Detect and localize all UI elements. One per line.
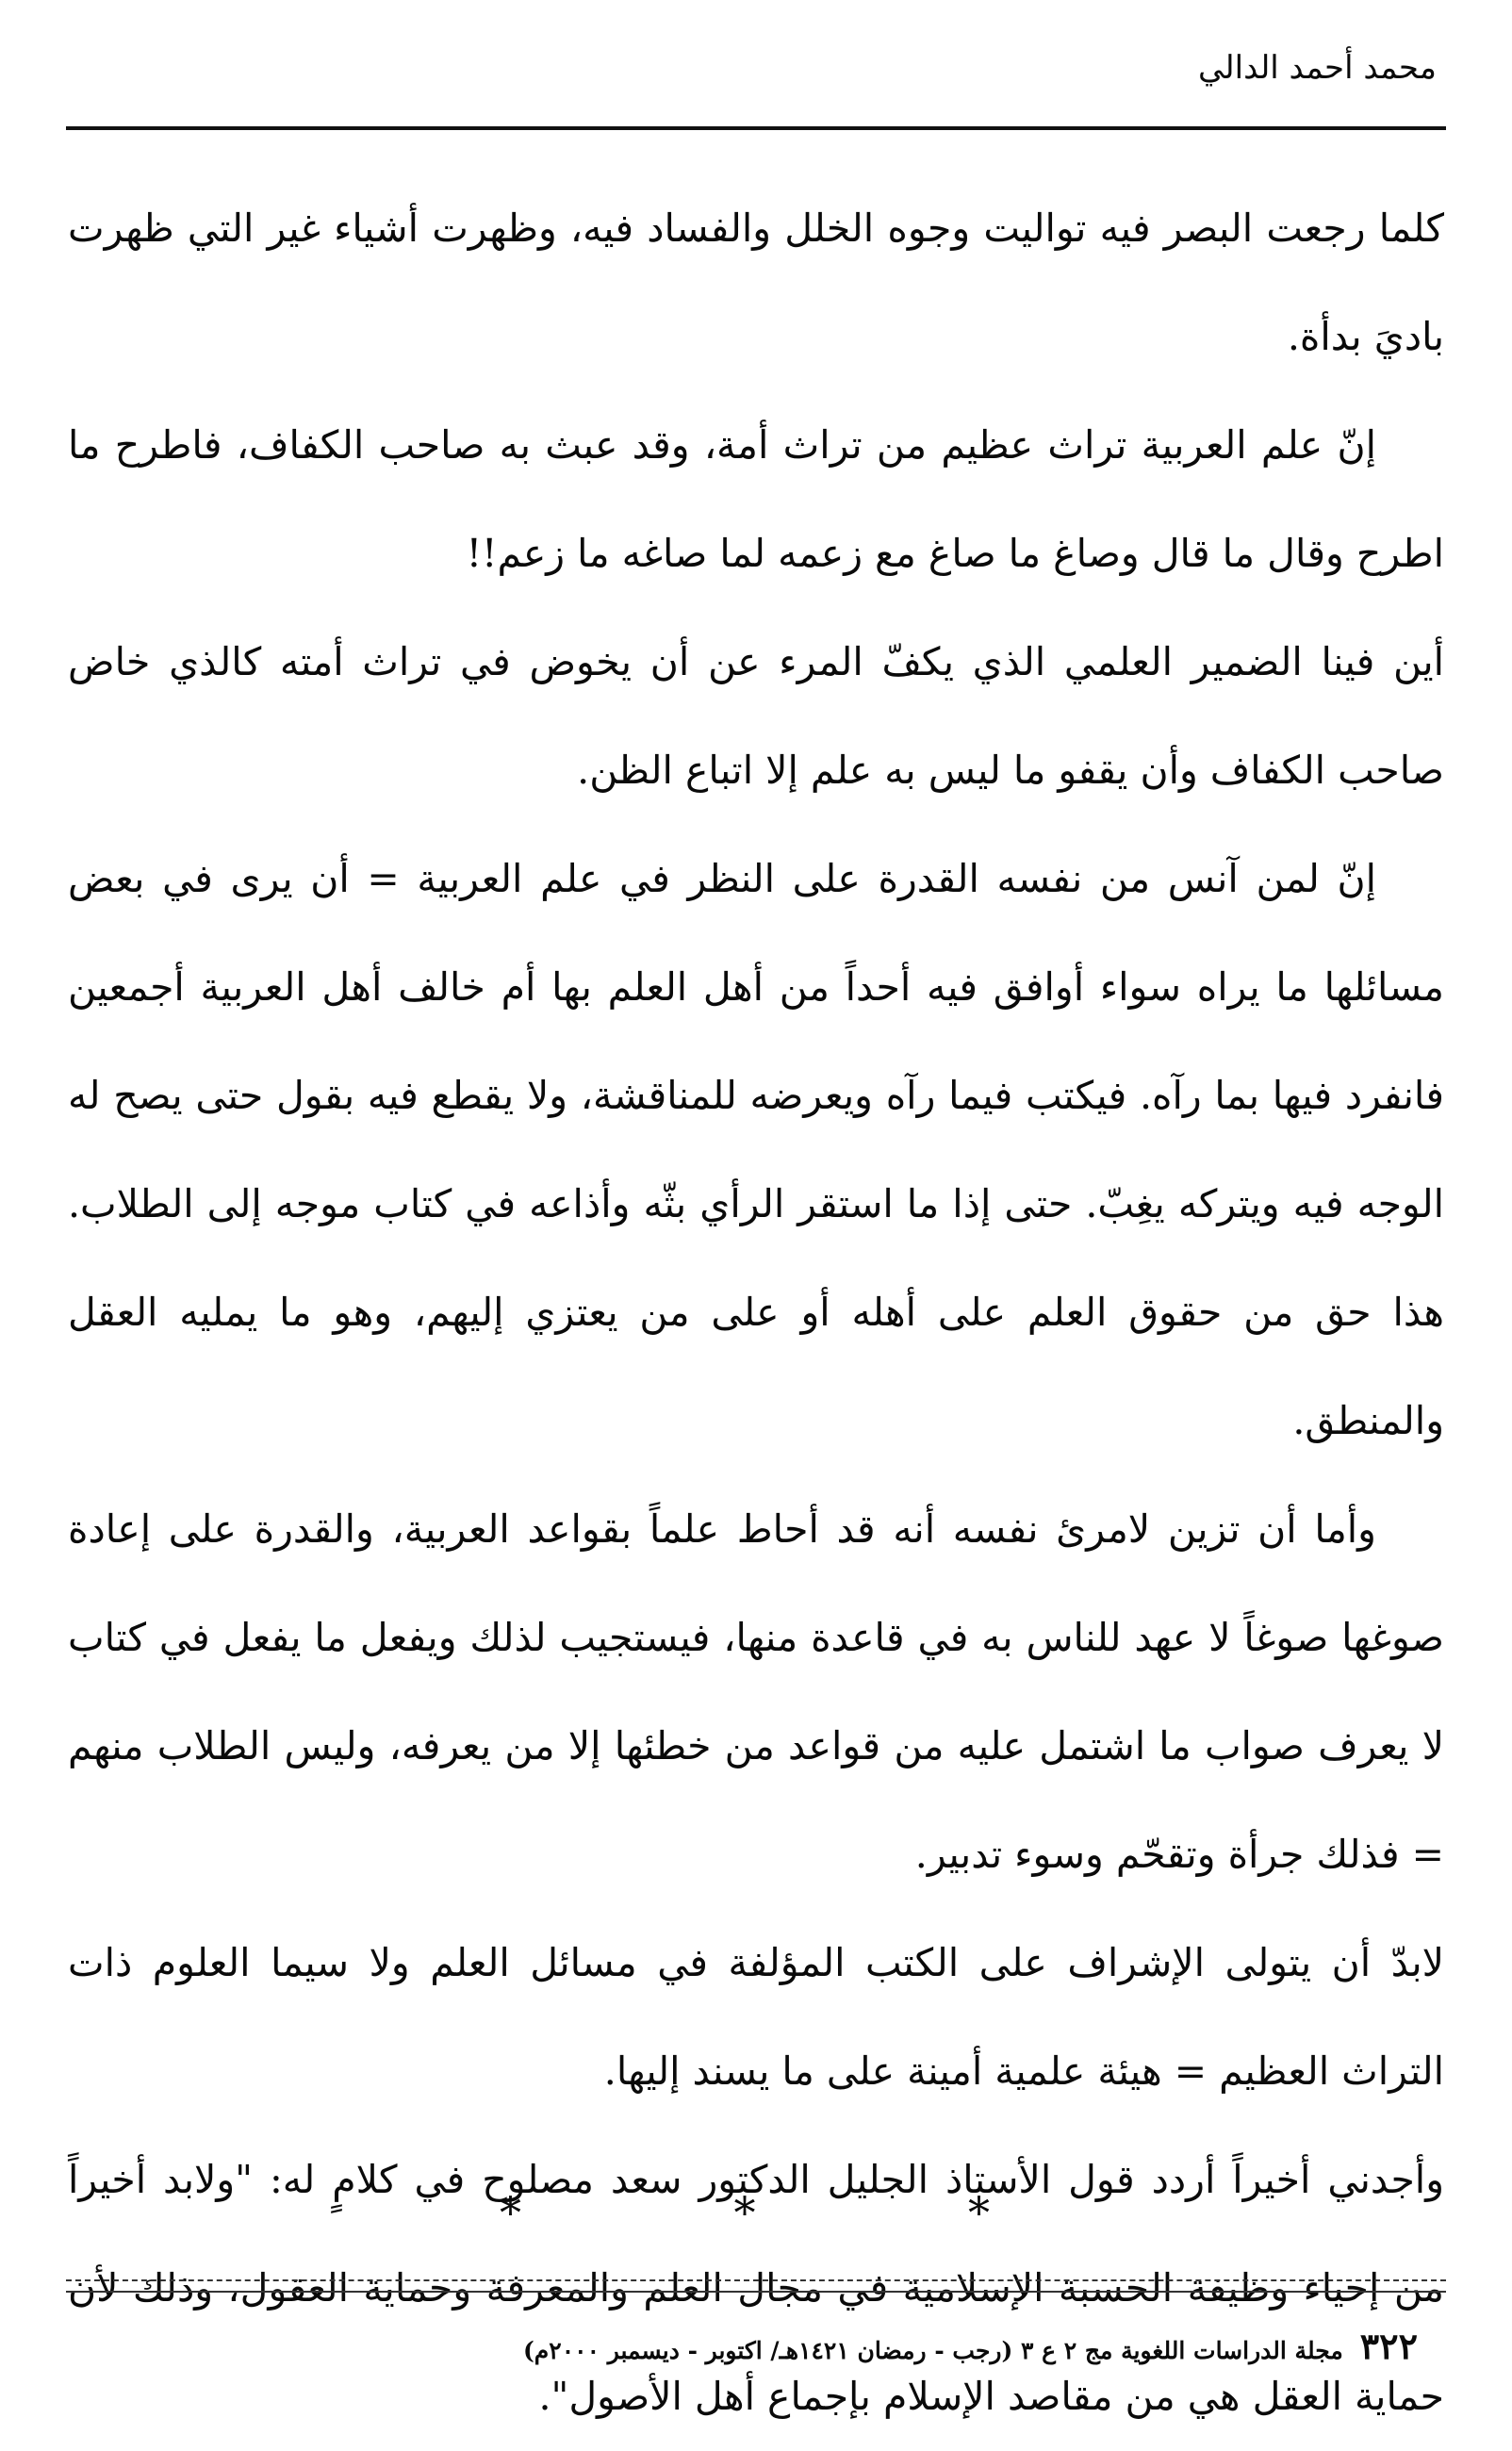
body-text [68, 174, 1444, 2451]
footer-rule [66, 2291, 1446, 2293]
running-head-author: محمد أحمد الدالي [1197, 49, 1437, 87]
paragraph: لابدّ أن يتولى الإشراف على الكتب المؤلفة في مسائل العلم ولا سيما العلوم ذات التراث العظيم = هيئة علمية أمينة على ما يسند إليها. [68, 1940, 1444, 2094]
footer-rule-dashed [66, 2279, 1446, 2281]
page-footer [523, 2325, 1418, 2367]
page-number: ٣٢٢ [1359, 2325, 1418, 2367]
header-rule [66, 126, 1446, 130]
paragraph: وأما أن تزين لامرئ نفسه أنه قد أحاط علماً بقواعد العربية، والقدرة على إعادة صوغها صوغاً لا عهد للناس به في قاعدة منها، فيستجيب لذلك ويفعل ما يفعل في كتاب لا يعرف صواب ما اشتمل عليه من قواعد من خطئها إلا من يعرفه، وليس الطلاب منهم = فذلك جرأة وتقحّم وسوء تدبير. [68, 1506, 1444, 1877]
paragraph: إنّ لمن آنس من نفسه القدرة على النظر في علم العربية = أن يرى في بعض مسائلها ما يراه سواء أوافق فيه أحداً من أهل العلم بها أم خالف أهل العربية أجمعين فانفرد فيها بما رآه. فيكتب فيما رآه ويعرضه للمناقشة، ولا يقطع فيه بقول حتى يصح له الوجه فيه ويتركه يغِبّ. حتى إذا ما استقر الرأي بثّه وأذاعه في كتاب موجه إلى الطلاب. هذا حق من حقوق العلم على أهله أو على من يعتزي إليهم، وهو ما يمليه العقل والمنطق. [68, 856, 1444, 1443]
paragraph: إنّ علم العربية تراث عظيم من تراث أمة، وقد عبث به صاحب الكفاف، فاطرح ما اطرح وقال ما قال وصاغ ما صاغ مع زعمه لما صاغه ما زعم!! [68, 422, 1444, 576]
paragraph: كلما رجعت البصر فيه تواليت وجوه الخلل والفساد فيه، وظهرت أشياء غير التي ظهرت باديَ بدأة. [68, 206, 1444, 359]
separator-star: * [733, 2187, 756, 2238]
section-separator [500, 2187, 990, 2238]
paragraph: أين فينا الضمير العلمي الذي يكفّ المرء عن أن يخوض في تراث أمته كالذي خاض صاحب الكفاف وأن يقفو ما ليس به علم إلا اتباع الظن. [68, 639, 1444, 793]
paragraph: وأجدني أخيراً أردد قول الأستاذ الجليل الدكتور سعد مصلوح في كلامٍ له: "ولابد أخيراً من إحياء وظيفة الحسبة الإسلامية في مجال العلم والمعرفة وحماية العقول، وذلك لأن حماية العقل هي من مقاصد الإسلام بإجماع أهل الأصول". [68, 2157, 1444, 2419]
separator-star: * [968, 2187, 990, 2238]
separator-star: * [500, 2187, 521, 2238]
journal-citation: مجلة الدراسات اللغوية مج ٢ ع ٣ (رجب - رمضان ١٤٢١هـ/ اكتوبر - ديسمبر ٢٠٠٠م) [522, 2337, 1343, 2364]
